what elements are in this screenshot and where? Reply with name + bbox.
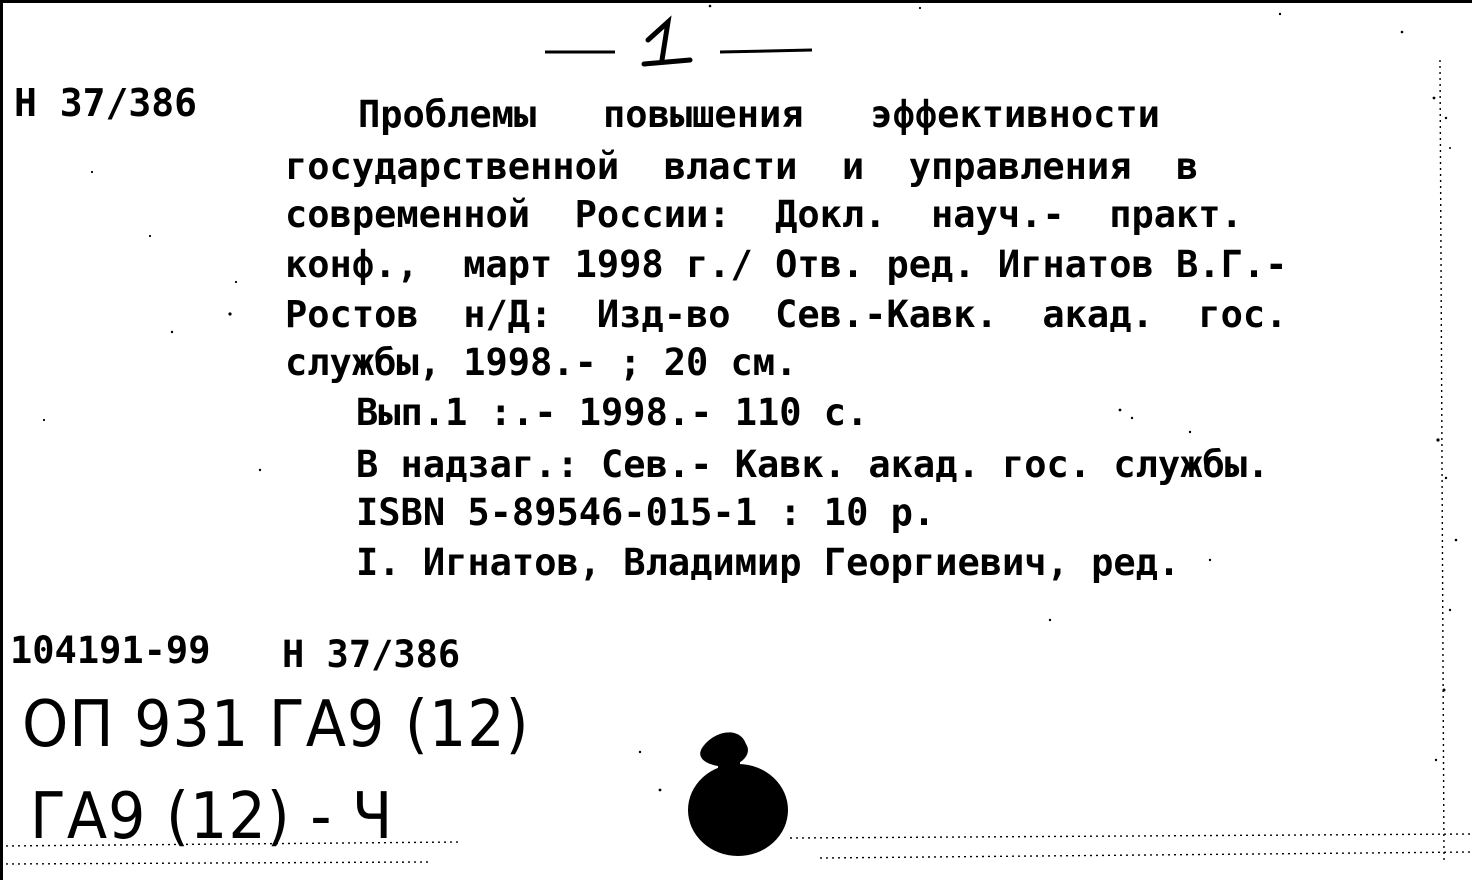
shelfmark-top: Н 37/386 <box>14 81 198 125</box>
shelfmark-bottom: Н 37/386 <box>282 633 461 676</box>
title-line: Ростов н/Д: Изд-во Сев.-Кавк. акад. гос. <box>285 293 1288 336</box>
editor-line: I. Игнатов, Владимир Георгиевич, ред. <box>356 541 1181 584</box>
header-note-line: В надзаг.: Сев.- Кавк. акад. гос. службы. <box>356 443 1270 486</box>
accession-number: 104191-99 <box>10 629 211 672</box>
title-line: государственной власти и управления в <box>285 145 1199 188</box>
title-line: службы, 1998.- ; 20 см. <box>285 341 798 384</box>
title-line: Проблемы повышения эффективности <box>358 93 1160 136</box>
isbn-line: ISBN 5-89546-015-1 : 10 р. <box>356 491 936 534</box>
title-line: современной России: Докл. науч.- практ. <box>285 193 1243 236</box>
volume-line: Вып.1 :.- 1998.- 110 с. <box>356 391 869 434</box>
handwritten-code-line: ГА9 (12) - Ч <box>30 780 394 854</box>
handwritten-code-line: ОП 931 ГА9 (12) <box>22 688 530 762</box>
title-line: конф., март 1998 г./ Отв. ред. Игнатов В.Г.- <box>285 243 1288 286</box>
